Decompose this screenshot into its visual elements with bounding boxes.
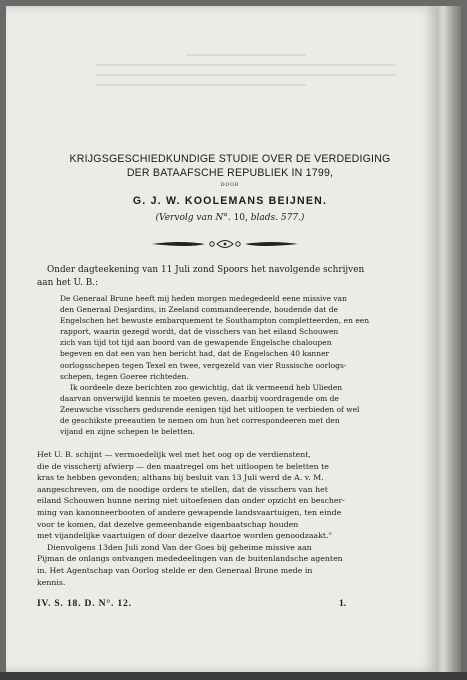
text-line: aan het U. B.: [37, 278, 99, 288]
text-line: aangeschreven, om de noodige orders te stellen, dat de visschers van het [37, 484, 328, 494]
text-line: De Generaal Brune heeft mij heden morgen medegedeeld eene missive van [60, 294, 347, 303]
text-line: in. Het Agentschap van Oorlog stelde er den Generaal Brune mede in [37, 565, 313, 575]
quoted-letter [60, 293, 369, 437]
text-line: kras te hebben gevonden; althans bij besluit van 13 Juli werd de A. v. M. [37, 473, 324, 483]
text-line: die de visscherij afwierp — den maatregel om het uitloopen te beletten te [37, 461, 329, 471]
text-line: oorlogsschepen tegen Texel en twee, vergezeld van vier Russische oorlogs- [60, 360, 347, 370]
text-line: eiland Schouwen hunne nering niet uitoefenen dan onder opzicht en bescher- [37, 496, 345, 506]
text-line: daarvan onverwijld kennis te moeten geven, daarbij voordragende om de [60, 393, 339, 403]
text-line: Het U. B. schijnt — vermoedelijk wel met het oog op de verdienstent, [37, 450, 311, 459]
text-line: Ik oordeele deze berichten zoo gewichtig, dat ik vermeend heb Ulieden [70, 382, 343, 392]
main-paragraph [37, 449, 345, 588]
text-line: begeven en dat een van hen bericht had, dat de Engelschen 40 kanner [60, 349, 330, 359]
article-title-line-2: DER BATAAFSCHE REPUBLIEK IN 1799, [126, 167, 334, 179]
intro-paragraph [37, 264, 364, 290]
text-line: Zeeuwsche visschers gedurende eenigen tijd het uitloopen te verbieden of wel [60, 404, 360, 414]
text-line: schepen, tegen Goeree richteden. [60, 371, 189, 381]
text-line: ming van kanonneerbooten of andere gewapende landsvaartuigen, ten einde [37, 507, 342, 517]
article-title-line-1: KRIJGSGESCHIEDKUNDIGE STUDIE OVER DE VERDEDIGING [69, 153, 391, 165]
text-line: zich van tijd tot tijd aan boord van de gewapende Engelsche chaloupen [60, 338, 332, 348]
text-line: rapport, waarin gezegd wordt, dat de visschers van het eiland Schouwen [60, 327, 339, 337]
continued-prefix: (Vervolg van N°. [155, 213, 231, 223]
text-line: voor te komen, dat dezelve gemeenhande eigenbaatschap houden [37, 519, 299, 529]
sheet-number: 1. [339, 598, 347, 609]
ornament-divider [150, 237, 300, 251]
text-line: Engelschen het bewuste embarquement te Southampton completteerden, en een [60, 316, 370, 326]
byline-word: DOOR [220, 183, 240, 188]
text-line: Pijman de onlangs ontvangen mededeelingen van de buitenlandsche agenten [37, 554, 343, 564]
show-through-text [96, 46, 396, 118]
text-line: Dienvolgens 13den Juli zond Van der Goes bij geheime missive aan [47, 542, 312, 552]
text-line: de geschikste preeautien te nemen om hun het correspondeeren met den [60, 416, 340, 426]
text-line: Onder dagteekening van 11 Juli zond Spoors het navolgende schrijven [47, 265, 365, 275]
continued-suffix: blads. 577.) [250, 213, 305, 223]
text-line: den Generaal Desjardins, in Zeeland commandeerende, houdende dat de [60, 305, 338, 315]
text-line: vijand en zijne schepen te beletten. [60, 427, 195, 437]
text-line: met vijandelijke vaartuigen of door dezelve daartoe worden genoodzaakt." [37, 531, 333, 541]
author-name: G. J. W. KOOLEMANS BEIJNEN. [132, 195, 328, 207]
text-line: kennis. [37, 577, 66, 587]
page-edge [436, 6, 461, 672]
signature-mark: IV. S. 18. D. N°. 12. [37, 598, 132, 609]
continued-number: 10, [230, 213, 248, 223]
bottom-edge [0, 672, 467, 680]
continued-note [30, 212, 430, 224]
